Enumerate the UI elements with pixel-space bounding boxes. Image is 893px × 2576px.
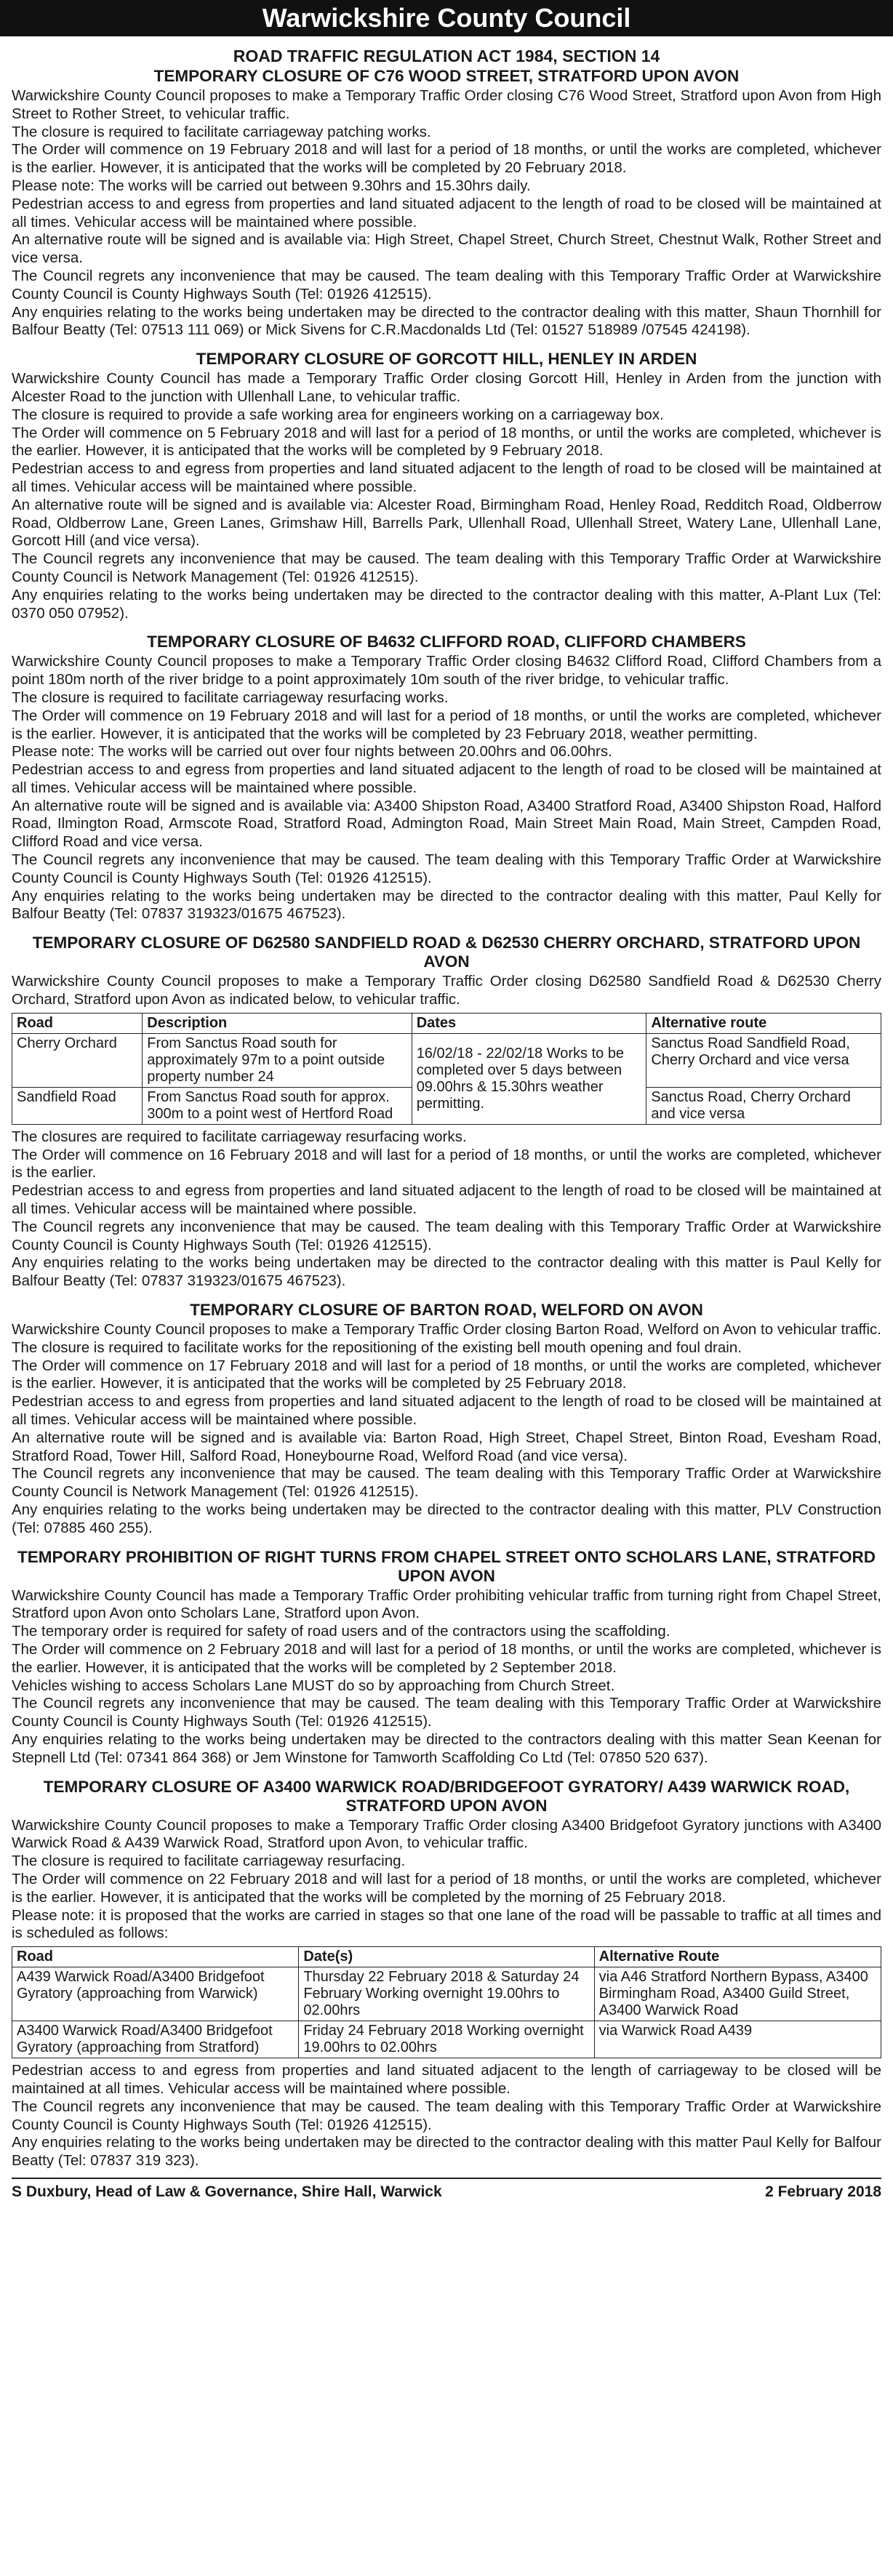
table-cell-description: From Sanctus Road south for approximately 97m to a point outside property number 24 [143, 1033, 412, 1087]
table-cell-dates: Thursday 22 February 2018 & Saturday 24 February Working overnight 19.00hrs to 02.00hrs [299, 1967, 594, 2021]
table-header: Description [143, 1013, 412, 1033]
notice-paragraph: Any enquiries relating to the works being undertaken may be directed to the contractor dealing with this matter Paul Kelly for Balfour Beatty (Tel: 07837 319 323). [12, 2134, 881, 2170]
table-header: Alternative Route [594, 1947, 881, 1967]
notice-paragraph: Pedestrian access to and egress from properties and land situated adjacent to the length of road to be closed will be maintained at all times. Vehicular access will be maintained where possible. [12, 195, 881, 230]
notice-paragraph: The Order will commence on 16 February 2018 and will last for a period of 18 months, or until the works are completed, whichever is the earlier. [12, 1146, 881, 1181]
notice-paragraph: The closure is required to facilitate carriageway patching works. [12, 123, 431, 140]
notice-paragraph: An alternative route will be signed and is available via: A3400 Shipston Road, A3400 Stratford Road, A3400 Shipston Road, Halford Road, Ilmington Road, Armscote Road, Stratford Road, Admington Road, Main Street Main Road, Main Street, Campden Road, Clifford Road and vice versa. [12, 797, 881, 851]
notice-heading: TEMPORARY CLOSURE OF B4632 CLIFFORD ROAD, CLIFFORD CHAMBERS [147, 633, 746, 651]
table-header: Road [12, 1013, 143, 1033]
signatory: S Duxbury, Head of Law & Governance, Shire Hall, Warwick [12, 2183, 442, 2200]
notice-paragraph: The Council regrets any inconvenience that may be caused. The team dealing with this Temporary Traffic Order at Warwickshire County Council is County Highways South (Tel: 01926 412515). [12, 1218, 881, 1253]
table-cell-alternative-route: via A46 Stratford Northern Bypass, A3400 Birmingham Road, A3400 Guild Street, A3400 Warwick Road [594, 1967, 881, 2021]
table-cell-description: From Sanctus Road south for approx. 300m to a point west of Hertford Road [143, 1087, 412, 1124]
table-row [12, 1967, 881, 2021]
notice-barton-road [12, 1301, 881, 1538]
notice-paragraph: Any enquiries relating to the works being undertaken may be directed to the contractor dealing with this matter is Paul Kelly for Balfour Beatty (Tel: 07837 319323/01675 467523). [12, 1254, 881, 1290]
notice-paragraph: The Order will commence on 22 February 2018 and will last for a period of 18 months, or until the works are completed, whichever is the earlier. However, it is anticipated that the works will be completed by the morning of 25 February 2018. [12, 1870, 881, 1906]
notice-paragraph: Warwickshire County Council proposes to make a Temporary Traffic Order closing B4632 Clifford Road, Clifford Chambers from a point 180m north of the river bridge to a point approximately 10m south of the river bridge, to vehicular traffic. [12, 653, 881, 689]
notice-paragraph: An alternative route will be signed and is available via: High Street, Chapel Street, Church Street, Chestnut Walk, Rother Street and vice versa. [12, 231, 881, 267]
notice-paragraph: Vehicles wishing to access Scholars Lane MUST do so by approaching from Church Street. [12, 1677, 615, 1694]
act-reference: ROAD TRAFFIC REGULATION ACT 1984, SECTION 14 [233, 47, 660, 65]
notice-paragraph: The Council regrets any inconvenience that may be caused. The team dealing with this Temporary Traffic Order at Warwickshire County Council is County Highways South (Tel: 01926 412515). [12, 851, 881, 886]
notice-heading: TEMPORARY CLOSURE OF C76 WOOD STREET, STRATFORD UPON AVON [153, 67, 740, 85]
notice-a3400-bridgefoot-gyratory [12, 1778, 881, 2170]
notice-paragraph: The closure is required to facilitate carriageway resurfacing works. [12, 689, 449, 706]
notice-footer [12, 2178, 881, 2201]
notice-paragraph: Warwickshire County Council proposes to make a Temporary Traffic Order closing C76 Wood Street, Stratford upon Avon from High Street to Rother Street, to vehicular traffic. [12, 87, 881, 122]
notice-paragraph: The Council regrets any inconvenience that may be caused. The team dealing with this Temporary Traffic Order at Warwickshire County Council is Network Management (Tel: 01926 412515). [12, 550, 881, 585]
notice-paragraph: Pedestrian access to and egress from properties and land situated adjacent to the length of road to be closed will be maintained at all times. Vehicular access will be maintained where possible. [12, 761, 881, 796]
table-header: Road [12, 1947, 299, 1967]
table-header-row [12, 1947, 881, 1967]
table-cell-road: Sandfield Road [12, 1087, 143, 1124]
notice-paragraph: The Council regrets any inconvenience that may be caused. The team dealing with this Temporary Traffic Order at Warwickshire County Council is County Highways South (Tel: 01926 412515). [12, 1695, 881, 1730]
notice-c76-wood-street [12, 47, 881, 340]
notice-paragraph: The Order will commence on 19 February 2018 and will last for a period of 18 months, or until the works are completed, whichever is the earlier. However, it is anticipated that the works will be completed by 23 February 2018, weather permitting. [12, 707, 881, 742]
notice-paragraph: The Order will commence on 2 February 2018 and will last for a period of 18 months, or until the works are completed, whichever is the earlier. However, it is anticipated that the works will be completed by 2 September 2018. [12, 1640, 881, 1676]
notice-paragraph: Pedestrian access to and egress from properties and land situated adjacent to the length of road to be closed will be maintained at all times. Vehicular access will be maintained where possible. [12, 1393, 881, 1429]
notice-sandfield-cherry-orchard [12, 934, 881, 1291]
notice-paragraph: Pedestrian access to and egress from properties and land situated adjacent to the length of road to be closed will be maintained at all times. Vehicular access will be maintained where possible. [12, 460, 881, 495]
notice-paragraph: Please note: The works will be carried out over four nights between 20.00hrs and 06.00hrs. [12, 743, 612, 761]
notice-paragraph: Any enquiries relating to the works being undertaken may be directed to the contractor dealing with this matter, Paul Kelly for Balfour Beatty (Tel: 07837 319323/01675 467523). [12, 887, 881, 923]
notice-date: 2 February 2018 [765, 2183, 881, 2200]
notice-paragraph: The Order will commence on 19 February 2018 and will last for a period of 18 months, or until the works are completed, whichever is the earlier. However, it is anticipated that the works will be completed by 20 February 2018. [12, 141, 881, 177]
notice-b4632-clifford-road [12, 633, 881, 923]
table-cell-alternative-route: Sanctus Road, Cherry Orchard and vice versa [646, 1087, 881, 1124]
notice-paragraph: The Order will commence on 5 February 2018 and will last for a period of 18 months, or until the works are completed, whichever is the earlier. However, it is anticipated that the works will be completed by 9 February 2018. [12, 424, 881, 460]
council-banner: Warwickshire County Council [0, 0, 893, 36]
notice-paragraph: The closure is required to provide a safe working area for engineers working on a carriageway box. [12, 406, 664, 423]
notice-chapel-street-right-turn [12, 1548, 881, 1768]
works-schedule-table [12, 1946, 881, 2058]
table-cell-dates: 16/02/18 - 22/02/18 Works to be completed over 5 days between 09.00hrs & 15.30hrs weather permitting. [412, 1033, 646, 1124]
notice-paragraph: Pedestrian access to and egress from properties and land situated adjacent to the length of road to be closed will be maintained at all times. Vehicular access will be maintained where possible. [12, 1182, 881, 1218]
table-header: Dates [412, 1013, 646, 1033]
table-header: Date(s) [299, 1947, 594, 1967]
notice-paragraph: The closure is required to facilitate carriageway resurfacing. [12, 1853, 406, 1870]
notice-paragraph: An alternative route will be signed and is available via: Alcester Road, Birmingham Road, Henley Road, Redditch Road, Oldberrow Road, Oldberrow Lane, Green Lanes, Grimshaw Hill, Barrells Park, Ullenhall Road, Ullenhall Street, Watery Lane, Ullenhall Lane, Gorcott Hill (and vice versa). [12, 496, 881, 550]
table-row [12, 2021, 881, 2058]
closure-schedule-table [12, 1013, 881, 1125]
table-cell-road: A3400 Warwick Road/A3400 Bridgefoot Gyratory (approaching from Stratford) [12, 2021, 299, 2058]
notice-paragraph: The Council regrets any inconvenience that may be caused. The team dealing with this Temporary Traffic Order at Warwickshire County Council is County Highways South (Tel: 01926 412515). [12, 2098, 881, 2133]
notice-gorcott-hill [12, 350, 881, 622]
notice-paragraph: The closures are required to facilitate carriageway resurfacing works. [12, 1128, 467, 1145]
table-cell-alternative-route: via Warwick Road A439 [594, 2021, 881, 2058]
notice-paragraph: The closure is required to facilitate works for the repositioning of the existing bell mouth opening and foul drain. [12, 1339, 742, 1356]
table-header: Alternative route [646, 1013, 881, 1033]
notice-paragraph: An alternative route will be signed and is available via: Barton Road, High Street, Chapel Street, Binton Road, Evesham Road, Stratford Road, Tower Hill, Salford Road, Honeybourne Road, Welford Road (and vice versa). [12, 1429, 881, 1464]
notice-paragraph: Any enquiries relating to the works being undertaken may be directed to the contractor dealing with this matter, Shaun Thornhill for Balfour Beatty (Tel: 07513 111 069) or Mick Sivens for C.R.Macdonalds Ltd (Tel: 01527 518989 /07545 424198). [12, 303, 881, 339]
table-cell-alternative-route: Sanctus Road Sandfield Road, Cherry Orchard and vice versa [646, 1033, 881, 1087]
notice-paragraph: Warwickshire County Council has made a Temporary Traffic Order closing Gorcott Hill, Henley in Arden from the junction with Alcester Road to the junction with Ullenhall Lane, to vehicular traffic. [12, 370, 881, 405]
notice-paragraph: Warwickshire County Council proposes to make a Temporary Traffic Order closing A3400 Bridgefoot Gyratory junctions with A3400 Warwick Road & A439 Warwick Road, Stratford upon Avon, to vehicular traffic. [12, 1816, 881, 1852]
notice-paragraph: Any enquiries relating to the works being undertaken may be directed to the contractor dealing with this matter, PLV Construction (Tel: 07885 460 255). [12, 1501, 881, 1536]
notice-paragraph: Any enquiries relating to the works being undertaken may be directed to the contractors dealing with this matter Sean Keenan for Stepnell Ltd (Tel: 07341 864 368) or Jem Winstone for Tamworth Scaffolding Co Ltd (Tel: 07850 520 637). [12, 1730, 881, 1766]
notice-paragraph: Please note: The works will be carried out between 9.30hrs and 15.30hrs daily. [12, 177, 531, 194]
notice-paragraph: Warwickshire County Council proposes to make a Temporary Traffic Order closing Barton Road, Welford on Avon to vehicular traffic. [12, 1321, 881, 1339]
table-header-row [12, 1013, 881, 1033]
table-cell-road: A439 Warwick Road/A3400 Bridgefoot Gyratory (approaching from Warwick) [12, 1967, 299, 2021]
notice-paragraph: The Council regrets any inconvenience that may be caused. The team dealing with this Temporary Traffic Order at Warwickshire County Council is County Highways South (Tel: 01926 412515). [12, 267, 881, 302]
notice-heading: TEMPORARY CLOSURE OF D62580 SANDFIELD ROAD & D62530 CHERRY ORCHARD, STRATFORD UPON AVON [32, 934, 861, 971]
notice-paragraph: Please note: it is proposed that the works are carried in stages so that one lane of the road will be passable to traffic at all times and is scheduled as follows: [12, 1906, 881, 1942]
table-cell-dates: Friday 24 February 2018 Working overnight 19.00hrs to 02.00hrs [299, 2021, 594, 2058]
notice-paragraph: The Council regrets any inconvenience that may be caused. The team dealing with this Temporary Traffic Order at Warwickshire County Council is Network Management (Tel: 01926 412515). [12, 1465, 881, 1501]
table-row [12, 1033, 881, 1087]
notice-heading: TEMPORARY CLOSURE OF A3400 WARWICK ROAD/BRIDGEFOOT GYRATORY/ A439 WARWICK ROAD, STRATFORD UPON AVON [43, 1777, 850, 1815]
notice-paragraph: Warwickshire County Council proposes to make a Temporary Traffic Order closing D62580 Sandfield Road & D62530 Cherry Orchard, Stratford upon Avon as indicated below, to vehicular traffic. [12, 973, 881, 1008]
notice-heading: TEMPORARY CLOSURE OF GORCOTT HILL, HENLEY IN ARDEN [196, 350, 697, 369]
notice-heading: TEMPORARY CLOSURE OF BARTON ROAD, WELFORD ON AVON [190, 1301, 703, 1320]
notice-paragraph: Warwickshire County Council has made a Temporary Traffic Order prohibiting vehicular traffic from turning right from Chapel Street, Stratford upon Avon onto Scholars Lane, Stratford upon Avon. [12, 1586, 881, 1622]
notice-paragraph: The temporary order is required for safety of road users and of the contractors using the scaffolding. [12, 1623, 670, 1640]
table-cell-road: Cherry Orchard [12, 1033, 143, 1087]
notice-paragraph: The Order will commence on 17 February 2018 and will last for a period of 18 months, or until the works are completed, whichever is the earlier. However, it is anticipated that the works will be completed by 25 February 2018. [12, 1357, 881, 1392]
notice-paragraph: Pedestrian access to and egress from properties and land situated adjacent to the length of carriageway to be closed will be maintained at all times. Vehicular access will be maintained where possible. [12, 2062, 881, 2097]
notice-paragraph: Any enquiries relating to the works being undertaken may be directed to the contractor dealing with this matter, A-Plant Lux (Tel: 0370 050 07952). [12, 586, 881, 622]
notice-heading: TEMPORARY PROHIBITION OF RIGHT TURNS FROM CHAPEL STREET ONTO SCHOLARS LANE, STRATFORD UPON AVON [17, 1547, 876, 1585]
